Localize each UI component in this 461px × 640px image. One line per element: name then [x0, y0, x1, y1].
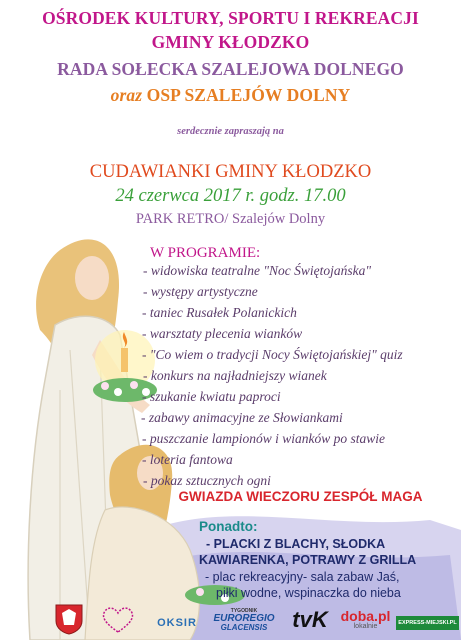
program-item: - warsztaty plecenia wianków [142, 326, 303, 341]
program-item: - puszczanie lampionów i wianków po stawie [142, 431, 385, 446]
oksir-text: OKSIR [157, 617, 197, 629]
program-item: - szukanie kwiatu paproci [142, 389, 281, 404]
program-item: - widowiska teatralne "Noc Świętojańska" [143, 263, 372, 278]
gmina-crest-logo [52, 602, 86, 636]
crest-icon [54, 603, 84, 635]
program-item: - loteria fantowa [142, 452, 233, 467]
glacensis-text: GLACENSIS [220, 622, 268, 632]
program-item: - taniec Rusałek Polanickich [142, 305, 297, 320]
event-place: PARK RETRO/ Szalejów Dolny [135, 211, 326, 227]
program-item: - występy artystyczne [143, 284, 258, 299]
extras-line-1: - PLACKI Z BLACHY, SŁODKA [206, 537, 386, 551]
euroregio-logo [215, 604, 273, 636]
doba-sub: lokalnie [353, 622, 378, 630]
tvk-logo [286, 604, 334, 636]
organizer-line-2: GMINY KŁODZKO [151, 32, 310, 52]
event-date: 24 czerwca 2017 r. godz. 17.00 [115, 186, 346, 206]
organizer-line-4 [0, 85, 461, 106]
hearts-icon [99, 605, 137, 635]
maiden-face [75, 256, 109, 300]
program-item: - zabawy animacyjne ze Słowiankami [141, 410, 343, 425]
doba-text: doba.pl [340, 607, 391, 624]
extras-line-4: piłki wodne, wspinaczka do nieba [216, 586, 401, 600]
organizer-prefix: oraz [110, 85, 143, 105]
euroregio-text: EUROREGIO [213, 612, 275, 624]
express-logo [396, 616, 459, 630]
program-item: - pokaz sztucznych ogni [143, 473, 271, 488]
oksir-logo [146, 614, 208, 632]
euroregio-small: TYGODNIK [230, 607, 258, 614]
organizer-line-3: RADA SOŁECKA SZALEJOWA DOLNEGO [57, 59, 404, 79]
express-text: EXPRESS-MIEJSKI.PL [398, 620, 457, 626]
sponsor-logos [0, 596, 461, 640]
doba-logo [338, 602, 393, 636]
extras-line-3: - plac rekreacyjny- sala zabaw Jaś, [205, 570, 400, 584]
tvk-text: tvK [292, 607, 328, 632]
invite-text: serdecznie zapraszają na [177, 126, 284, 137]
organizer-line-1: OŚRODEK KULTURY, SPORTU I REKREACJI [42, 8, 419, 28]
program-item: - konkurs na najładniejszy wianek [143, 368, 327, 383]
hearts-logo [98, 604, 138, 636]
program-heading: W PROGRAMIE: [150, 245, 261, 261]
event-title: CUDAWIANKI GMINY KŁODZKO [89, 162, 372, 182]
organizer-osp: OSP SZALEJÓW DOLNY [146, 85, 351, 105]
extras-heading: Ponadto: [199, 519, 258, 534]
program-item: - "Co wiem o tradycji Nocy Świętojańskiej" quiz [142, 347, 403, 362]
candle [121, 348, 128, 372]
extras-line-2: KAWIARENKA, POTRAWY Z GRILLA [199, 553, 417, 567]
headliner: GWIAZDA WIECZORU ZESPÓŁ MAGA [178, 489, 423, 504]
